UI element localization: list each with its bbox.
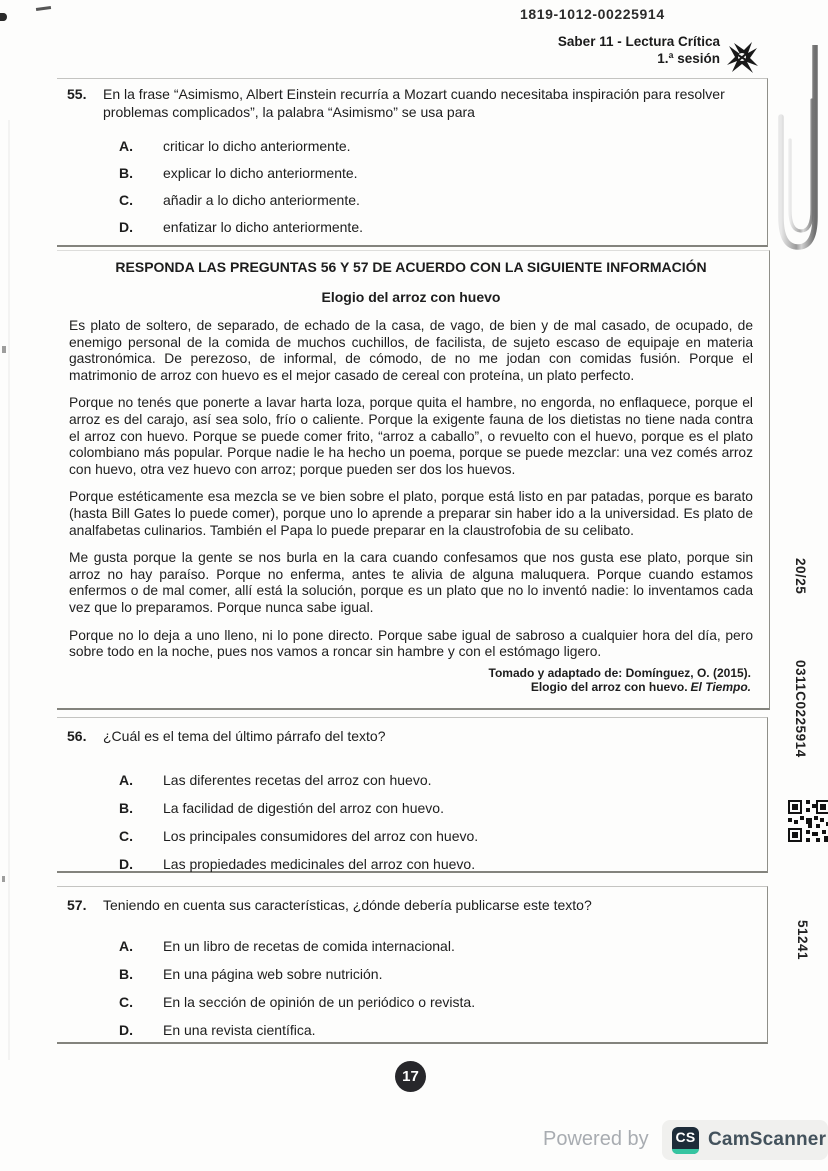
passage-title: Elogio del arroz con huevo <box>321 289 501 305</box>
passage-paragraph: Porque estéticamente esa mezcla se ve bien sobre el plato, porque está listo en par patadas, porque es barato (hasta Bill Gates lo puede comer), porque uno lo aprende a preparar sin haber ido a la universidad. Es plato de analfabetas culinarios. También el Papa lo puede preparar en la claustrofobia de su celibato. <box>69 489 753 538</box>
powered-by-label: Powered by <box>543 1128 649 1150</box>
scan-artifact <box>2 876 5 882</box>
passage-paragraph: Porque no tenés que ponerte a lavar harta loza, porque quita el hambre, no engorda, no enflaquece, porque el arroz es del carajo, así sea solo, frío o caliente. Porque la exigente fauna de los dietistas no tiene nada contra el arroz con huevo. Porque se puede comer frito, “arroz a caballo”, o revuelto con el huevo, porque es el plato colombiano más popular. Porque nadie le ha hecho un poema, porque se puede mezclar: una vez comés arroz con huevo, otra vez huevo con arroz; porque pueden ser dos los huevos. <box>69 395 753 477</box>
question-number: 55. <box>67 86 87 102</box>
source-title: El Tiempo. <box>690 680 751 695</box>
camscanner-badge <box>662 1120 828 1160</box>
question-number: 56. <box>67 728 87 744</box>
question-57 <box>57 886 768 1044</box>
option-c: C. añadir a lo dicho anteriormente. <box>119 192 360 208</box>
option-a: A. Las diferentes recetas del arroz con huevo. <box>119 772 432 788</box>
option-a: A. criticar lo dicho anteriormente. <box>119 138 351 154</box>
option-d: D. Las propiedades medicinales del arroz con huevo. <box>119 856 476 872</box>
sheet-fraction: 20/25 <box>793 558 808 595</box>
camscanner-label: CamScanner <box>708 1129 827 1150</box>
passage-attribution: Tomado y adaptado de: Domínguez, O. (2015). Elogio del arroz con huevo. El Tiempo. <box>488 665 751 695</box>
question-55 <box>57 78 768 247</box>
sheet-code: 0311C0225914 <box>793 660 808 758</box>
option-c: C. Los principales consumidores del arroz con huevo. <box>119 828 479 844</box>
exam-title: Saber 11 - Lectura Crítica <box>557 34 720 49</box>
question-text: ¿Cuál es el tema del último párrafo del texto? <box>103 728 386 744</box>
scan-artifact <box>0 13 7 21</box>
instruction-header: RESPONDA LAS PREGUNTAS 56 Y 57 DE ACUERDO CON LA SIGUIENTE INFORMACIÓN <box>115 259 707 275</box>
reading-passage <box>57 250 770 710</box>
option-c: C. En la sección de opinión de un periódico o revista. <box>119 994 476 1010</box>
page-number-badge: 17 <box>395 1061 426 1092</box>
option-b: B. explicar lo dicho anteriormente. <box>119 165 358 181</box>
saber-logo-icon <box>726 40 759 75</box>
scan-artifact <box>36 6 51 11</box>
scan-artifact <box>2 346 6 353</box>
exam-header <box>558 33 720 67</box>
option-d: D. enfatizar lo dicho anteriormente. <box>119 219 363 235</box>
session-label: 1.ª sesión <box>657 51 720 66</box>
question-56 <box>57 717 768 873</box>
option-a: A. En un libro de recetas de comida internacional. <box>119 938 455 954</box>
passage-paragraph: Porque no lo deja a uno lleno, ni lo pone directo. Porque sabe igual de sabroso a cualquier hora del día, pero sobre todo en la noche, pues nos vamos a roncar sin hambre y con el estómago ligero. <box>69 627 753 660</box>
camscanner-logo-icon: CS <box>672 1127 699 1154</box>
question-number: 57. <box>67 897 87 913</box>
option-b: B. En una página web sobre nutrición. <box>119 966 383 982</box>
paperclip-icon <box>768 45 828 275</box>
form-code: 1819-1012-00225914 <box>520 6 665 22</box>
question-text: En la frase “Asimismo, Albert Einstein recurría a Mozart cuando necesitaba inspiración para resolver problemas complicados”, la palabra “Asimismo” se usa para <box>103 86 725 120</box>
qr-code-icon <box>788 797 828 845</box>
sheet-number: 51241 <box>795 920 810 961</box>
option-d: D. En una revista científica. <box>119 1022 316 1038</box>
option-b: B. La facilidad de digestión del arroz con huevo. <box>119 800 444 816</box>
passage-paragraph: Es plato de soltero, de separado, de echado de la casa, de vago, de bien y de mal casado, de ocupado, de enemigo personal de la comida de muchos cuchillos, de facilista, de sujeto escaso de equipaje en materia gastronómica. De perezoso, de informal, de cómodo, de no me jodan con comidas fusión. Porque el matrimonio de arroz con huevo es el mejor casado de cereal con proteína, un plato perfecto. <box>69 318 753 383</box>
scan-artifact <box>8 120 10 1060</box>
passage-paragraph: Me gusta porque la gente se nos burla en la cara cuando confesamos que nos gusta ese plato, porque sin arroz no hay paraíso. Porque no enferma, antes te alivia de alguna maluquera. Porque cuando estamos enfermos o de mal comer, allí está la solución, porque es un plato que no lo inventó nadie: lo inventamos cada vez que lo preparamos. Porque nunca sabe igual. <box>69 550 753 615</box>
question-text: Teniendo en cuenta sus características, ¿dónde debería publicarse este texto? <box>103 897 592 913</box>
